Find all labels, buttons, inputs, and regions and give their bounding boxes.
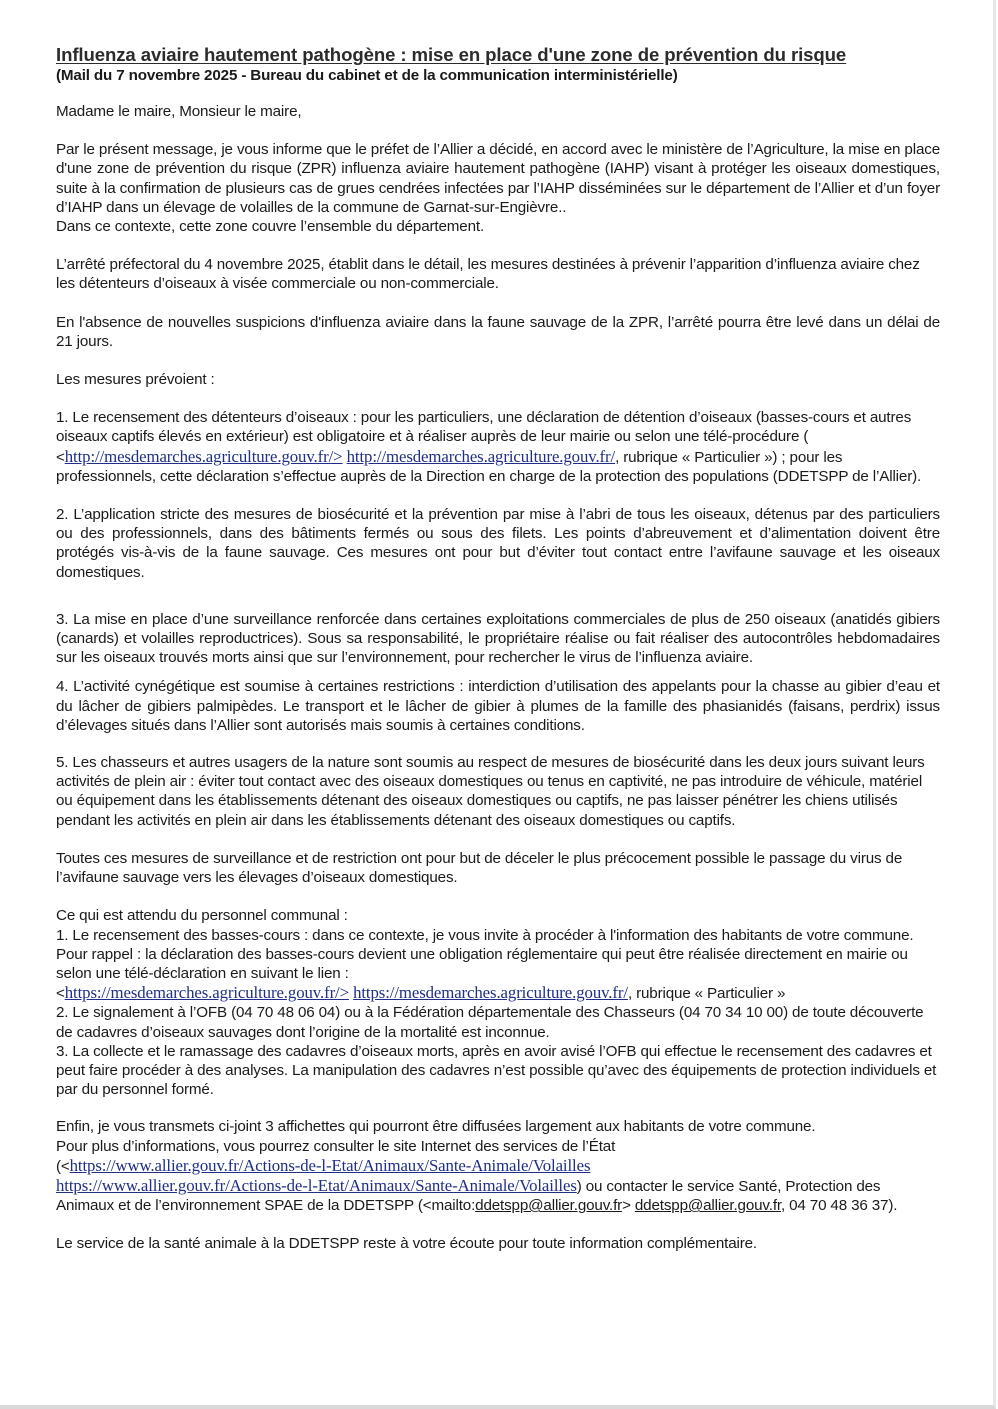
gt-sign: > bbox=[622, 1197, 635, 1215]
mesure-4: 4. L’activité cynégétique est soumise à certaines restrictions : interdiction d’utilisation des appelants pour la chasse au gibier d’eau et du lâcher de gibiers palmipèdes. Le transport et le lâcher de gibier à plumes de la famille des phasianidés (faisans, perdrix) issus d’élevages situés dans l’Allier sont autorisés mais soumis à certaines conditions. bbox=[56, 678, 940, 734]
attendu-rappel: Pour rappel : la déclaration des basses-cours devient une obligation réglementaire qui peut être réalisée directement en mairie ou selon une télé-déclaration en suivant le lien : bbox=[56, 945, 908, 982]
mesure-3: 3. La mise en place d’une surveillance renforcée dans certaines exploitations commerciales de plus de 250 oiseaux (anatidés gibiers (canards) et volailles reproductrices). Sous sa responsabilité, le propriétaire réalise ou fait réaliser des autocontrôles hebdomadaires sur les oiseaux trouvés morts ainsi que sur l’environnement, pour rechercher le virus de l’influenza aviaire. bbox=[56, 610, 940, 667]
enfin-line-2: Pour plus d’informations, vous pourrez consulter le site Internet des services de l’État bbox=[56, 1137, 616, 1155]
allier-volailles-link-2[interactable]: https://www.allier.gouv.fr/Actions-de-l-Etat/Animaux/Sante-Animale/Volailles bbox=[56, 1175, 577, 1195]
closing-paragraph: Le service de la santé animale à la DDETSPP reste à votre écoute pour toute information complémentaire. bbox=[56, 1235, 757, 1253]
levee-paragraph: En l'absence de nouvelles suspicions d'influenza aviaire dans la faune sauvage de la ZPR, l’arrêté pourra être levé dans un délai de 21 jours. bbox=[56, 313, 940, 350]
attendu-item-3: 3. La collecte et le ramassage des cadavres d’oiseaux morts, après en avoir avisé l’OFB qui effectue le recensement des cadavres et peut faire procéder à des analyses. La manipulation des cadavres n’est possible qu’avec des équipements de protection individuels et par du personnel formé. bbox=[56, 1042, 937, 1099]
mesure-2: 2. L’application stricte des mesures de biosécurité et la prévention par mise à l’abri de tous les oiseaux, détenus par des particuliers ou des professionnels, dans des bâtiments fermés ou sous des filets. Les points d’abreuvement et d’alimentation doivent être protégés vis-à-vis de la faune sauvage. Ces mesures ont pour but d’éviter tout contact entre l’avifaune sauvage et les oiseaux domestiques. bbox=[56, 506, 940, 581]
document-title: Influenza aviaire hautement pathogène : mise en place d'une zone de prévention du risque bbox=[56, 44, 847, 65]
attendu-link-line bbox=[56, 983, 940, 1003]
intro-text: Par le présent message, je vous informe que le préfet de l’Allier a décidé, en accord avec le ministère de l’Agriculture, la mise en place d'une zone de prévention du risque (ZPR) influenza aviaire hautement pathogène (IAHP) visant à protéger les oiseaux domestiques, suite à la confirmation de plusieurs cas de grues cendrées infectées par l’IAHP disséminées sur le département de l’Allier et d’un foyer d’IAHP dans un élevage de volailles de la commune de Garnat-sur-Engièvre.. bbox=[56, 141, 940, 216]
document-subtitle: (Mail du 7 novembre 2025 - Bureau du cabinet et de la communication interministérielle) bbox=[56, 67, 678, 84]
arrete-paragraph: L’arrêté préfectoral du 4 novembre 2025, établit dans le détail, les mesures destinées à prévenir l’apparition d’influenza aviaire chez les détenteurs d’oiseaux à visée commerciale ou non-commerciale. bbox=[56, 256, 920, 293]
attendu-item-1: 1. Le recensement des basses-cours : dans ce contexte, je vous invite à procéder à l'information des habitants de votre commune. bbox=[56, 926, 914, 944]
mesure-1 bbox=[56, 408, 940, 486]
allier-volailles-link-1[interactable]: https://www.allier.gouv.fr/Actions-de-l-Etat/Animaux/Sante-Animale/Volailles bbox=[69, 1155, 591, 1175]
link-suffix: , rubrique « Particulier » bbox=[627, 985, 786, 1003]
enfin-section bbox=[56, 1117, 940, 1215]
mesdemarches-link-2[interactable]: http://mesdemarches.agriculture.gouv.fr/ bbox=[346, 446, 616, 466]
intro-paragraph bbox=[56, 140, 940, 236]
email-link-1[interactable]: ddetspp@allier.gouv.fr bbox=[475, 1197, 623, 1215]
intro-context: Dans ce contexte, cette zone couvre l’ensemble du département. bbox=[56, 218, 485, 236]
mesdemarches-https-link-2[interactable]: https://mesdemarches.agriculture.gouv.fr/ bbox=[353, 983, 628, 1003]
enfin-links bbox=[56, 1156, 940, 1216]
attendu-heading: Ce qui est attendu du personnel communal : bbox=[56, 907, 348, 925]
mesure-5: 5. Les chasseurs et autres usagers de la nature sont soumis au respect de mesures de biosécurité dans les deux jours suivant leurs activités de plein air : éviter tout contact avec des oiseaux domestiques ou tenus en captivité, ne pas introduire de véhicule, matériel ou équipement dans les établissements détenant des oiseaux domestiques ou captifs, ne pas laisser pénétrer les chiens utilisés pendant les activités en plein air dans les établissements détenant des oiseaux domestiques ou captifs. bbox=[56, 754, 925, 829]
attendu-section bbox=[56, 906, 940, 1099]
enfin-line-1: Enfin, je vous transmets ci-joint 3 affichettes qui pourront être diffusées largement aux habitants de votre commune. bbox=[56, 1118, 816, 1136]
salutation: Madame le maire, Monsieur le maire, bbox=[56, 103, 302, 120]
mesdemarches-link-1[interactable]: http://mesdemarches.agriculture.gouv.fr/> bbox=[64, 446, 343, 466]
mesdemarches-https-link-1[interactable]: https://mesdemarches.agriculture.gouv.fr/> bbox=[64, 983, 349, 1003]
document-content bbox=[56, 44, 940, 1273]
attendu-item-2: 2. Le signalement à l’OFB (04 70 48 06 04) ou à la Fédération départementale des Chasseurs (04 70 34 10 00) de toute découverte de cadavres d’oiseaux sauvages dont l’origine de la mortalité est inconnue. bbox=[56, 1004, 924, 1041]
enfin-contact-text: ) ou contacter le service Santé, Protection des Animaux et de l’environnement SPAE de la DDETSPP (<mailto: bbox=[56, 1177, 881, 1215]
mesure-1-text-end: , rubrique « Particulier ») ; pour les professionnels, cette déclaration s’effectue auprès de la Direction en charge de la protection des populations (DDETSPP de l’Allier). bbox=[56, 448, 922, 485]
email-link-2[interactable]: ddetspp@allier.gouv.fr bbox=[634, 1197, 781, 1215]
paren-open: (< bbox=[56, 1157, 70, 1175]
mesure-1-text: 1. Le recensement des détenteurs d’oiseaux : pour les particuliers, une déclaration de détention d’oiseaux (basses-cours et autres oiseaux captifs élevés en extérieur) est obligatoire et à réaliser auprès de leur mairie ou selon une télé-procédure ( < bbox=[56, 409, 912, 466]
but-paragraph: Toutes ces mesures de surveillance et de restriction ont pour but de déceler le plus précocement possible le passage du virus de l’avifaune sauvage vers les élevages d’oiseaux domestiques. bbox=[56, 849, 903, 887]
mesures-intro: Les mesures prévoient : bbox=[56, 371, 215, 389]
link-prefix: < bbox=[56, 985, 65, 1003]
enfin-phone: , 04 70 48 36 37). bbox=[780, 1197, 898, 1215]
